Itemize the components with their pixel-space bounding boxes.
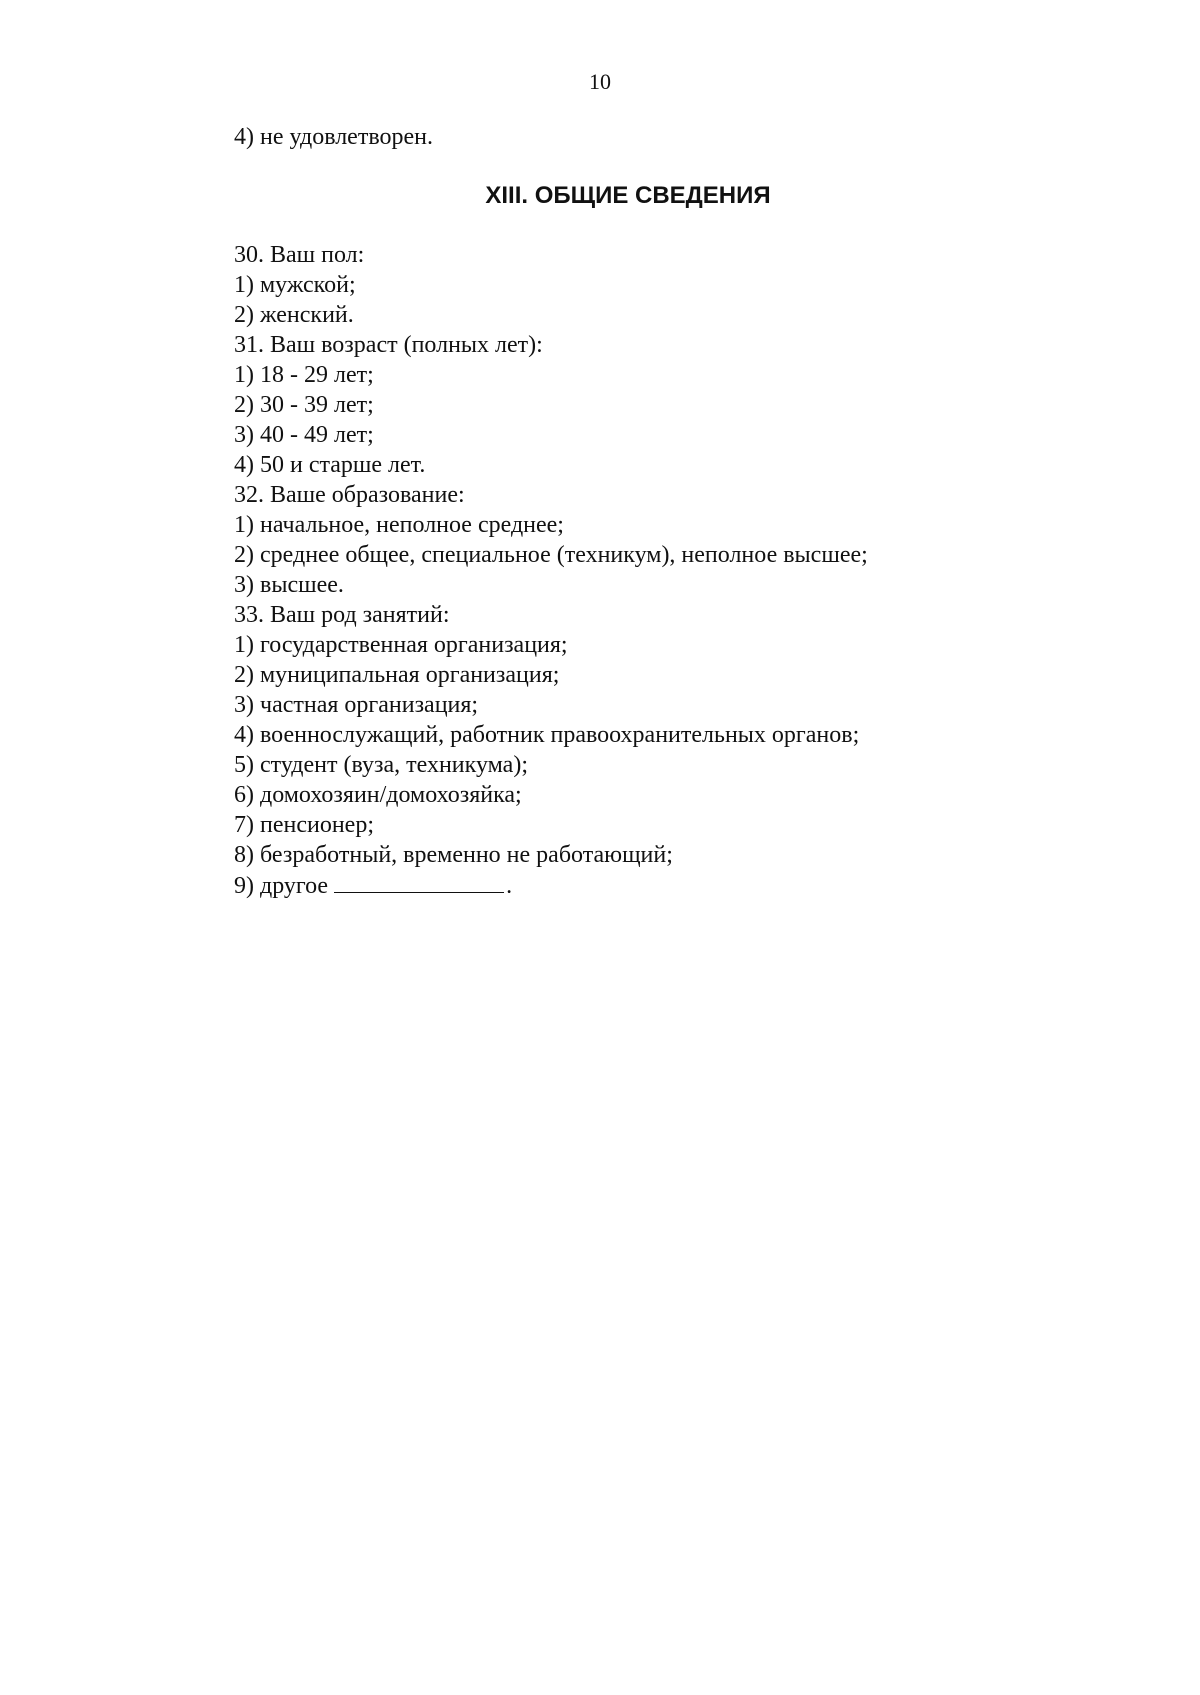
option-33-9-row (234, 870, 1134, 900)
option-32-3: 3) высшее. (234, 572, 344, 598)
option-32-1: 1) начальное, неполное среднее; (234, 512, 564, 538)
question-33: 33. Ваш род занятий: (234, 602, 450, 628)
option-31-2: 2) 30 - 39 лет; (234, 392, 374, 418)
option-33-1: 1) государственная организация; (234, 632, 568, 658)
option-33-3: 3) частная организация; (234, 692, 479, 718)
option-30-2: 2) женский. (234, 302, 354, 328)
option-33-9: 9) другое (234, 873, 329, 899)
option-33-5: 5) студент (вуза, техникума); (234, 752, 528, 778)
option-33-8: 8) безработный, временно не работающий; (234, 842, 673, 868)
page-number: 10 (589, 69, 611, 94)
section-title: XIII. ОБЩИЕ СВЕДЕНИЯ (485, 182, 771, 209)
option-31-4: 4) 50 и старше лет. (234, 452, 426, 478)
option-33-6: 6) домохозяин/домохозяйка; (234, 782, 522, 808)
option-31-3: 3) 40 - 49 лет; (234, 422, 374, 448)
previous-answer-option: 4) не удовлетворен. (234, 124, 433, 150)
other-fill-in-blank[interactable] (334, 870, 504, 893)
question-30: 30. Ваш пол: (234, 242, 365, 268)
option-31-1: 1) 18 - 29 лет; (234, 362, 374, 388)
other-suffix: . (506, 873, 513, 899)
questionnaire (234, 240, 1134, 900)
option-33-2: 2) муниципальная организация; (234, 662, 560, 688)
option-32-2: 2) среднее общее, специальное (техникум), неполное высшее; (234, 542, 868, 568)
option-30-1: 1) мужской; (234, 272, 356, 298)
option-33-4: 4) военнослужащий, работник правоохранительных органов; (234, 722, 860, 748)
question-31: 31. Ваш возраст (полных лет): (234, 332, 543, 358)
question-32: 32. Ваше образование: (234, 482, 465, 508)
option-33-7: 7) пенсионер; (234, 812, 374, 838)
